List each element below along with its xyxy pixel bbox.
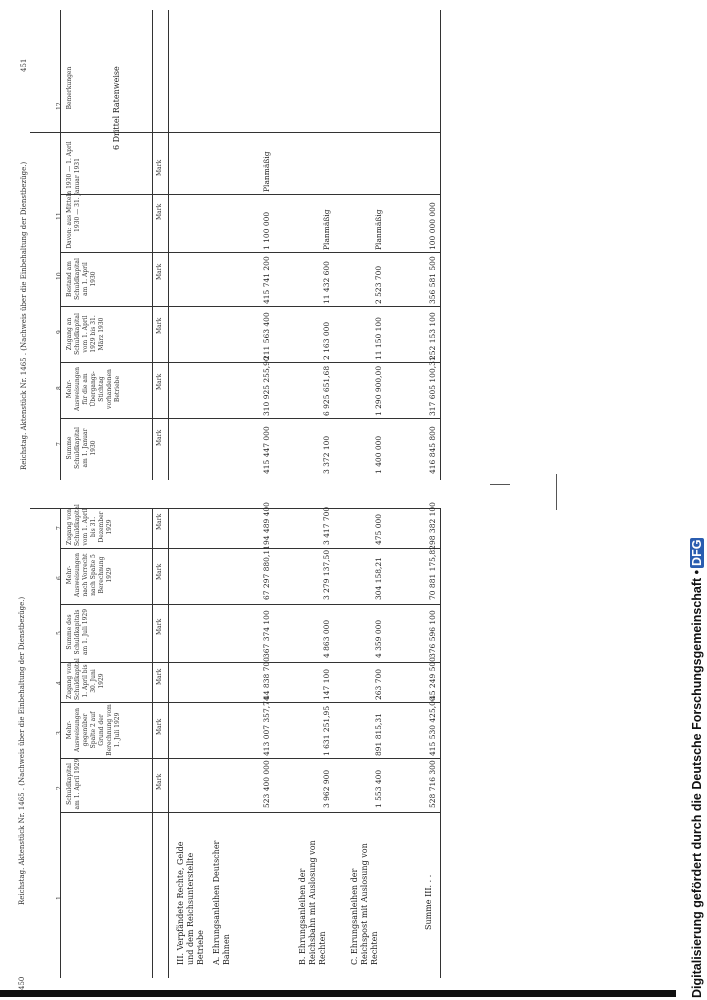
table-cell: 3 417 700 xyxy=(322,506,331,545)
right-col-header: Zugang an Schuldkapital vom 1. April 1929 bis 31. März 1930 xyxy=(66,313,105,355)
left-unit: Mark xyxy=(156,513,163,530)
right-col-sep-1 xyxy=(60,194,440,195)
right-table-body-rule xyxy=(168,10,169,480)
left-col-sep-6 xyxy=(60,812,440,813)
left-page-title: Reichstag. Aktenstück Nr. 1465 . (Nachweis über die Einbehaltung der Dienstbezüge.) xyxy=(18,596,26,905)
table-cell: 1 631 251,95 xyxy=(322,705,331,756)
left-table-units-rule xyxy=(152,508,153,978)
right-unit: Mark xyxy=(156,203,163,220)
left-page-number: 450 xyxy=(18,976,26,990)
left-col-header: Zugang von Schuldkapital vom 1. April bis 31. Dezember 1929 xyxy=(66,504,113,546)
right-unit: Mark xyxy=(156,317,163,334)
scan-edge xyxy=(0,990,676,997)
right-page-number: 451 xyxy=(20,58,28,72)
table-cell: 11 432 600 xyxy=(322,261,331,304)
dfg-watermark xyxy=(690,538,704,998)
page-split-mark xyxy=(556,474,557,510)
table-cell: 415 447 000 xyxy=(262,426,271,474)
left-col-header: Schuldkapital am 1. April 1929 xyxy=(66,758,81,810)
table-cell: Planmäßig xyxy=(374,209,383,250)
table-cell: 263 700 xyxy=(374,668,383,700)
left-unit: Mark xyxy=(156,773,163,790)
right-col-header: Davon: aus Mitteln 1930 — 1. April 1930 — 31. Januar 1931 xyxy=(66,141,81,249)
row-label: B. Ehrungsanleihen der Reichsbahn mit Auslosung von Rechten xyxy=(298,840,327,965)
table-cell: Planmäßig xyxy=(322,209,331,250)
table-cell: 415 741 200 xyxy=(262,256,271,304)
right-unit: Mark xyxy=(156,429,163,446)
right-col-header: Bestand am Schuldkapital am 1. April 1930 xyxy=(66,258,97,300)
right-page-title: Reichstag. Aktenstück Nr. 1465 . (Nachweis über die Einbehaltung der Dienstbezüge.) xyxy=(20,161,28,470)
right-unit: Mark xyxy=(156,159,163,176)
right-col-number: 10 xyxy=(56,272,63,280)
table-cell: 356 581 500 xyxy=(428,256,437,304)
table-cell: 523 400 000 xyxy=(262,760,271,808)
left-col-header: Zugang von Schuldkapital 1. April bis 30. Juni 1929 xyxy=(66,658,105,700)
right-table-bottom-rule xyxy=(440,10,441,480)
table-cell: 413 007 357,74 xyxy=(262,696,271,756)
left-unit: Mark xyxy=(156,718,163,735)
table-cell: 1 100 000 xyxy=(262,211,271,250)
table-cell: 4 863 000 xyxy=(322,619,331,658)
right-col-sep-2 xyxy=(60,252,440,253)
table-cell: 211 563 400 xyxy=(262,312,271,360)
table-cell: 317 605 100,31 xyxy=(428,356,437,416)
left-col-number: 6 xyxy=(56,576,63,580)
left-col-sep-5 xyxy=(60,758,440,759)
table-cell: 44 838 700 xyxy=(262,657,271,700)
table-cell: 100 000 000 xyxy=(428,202,437,250)
table-cell: 416 845 800 xyxy=(428,426,437,474)
left-col-header: Mehr-Ausweisungen nach Vorrecht nach Spalte 5 Berechnung 1929 xyxy=(66,553,113,597)
right-col-header: Summe Schuldkapital am 1. Januar 1930 xyxy=(66,427,97,469)
right-unit: Mark xyxy=(156,373,163,390)
right-col-number: 8 xyxy=(56,386,63,390)
table-cell: 70 881 175,82 xyxy=(428,545,437,600)
left-col-header: Summe des Schuldkapitals am 1. Juli 1929 xyxy=(66,608,89,656)
left-col-number: 7 xyxy=(56,526,63,530)
table-cell: 304 158,21 xyxy=(374,557,383,600)
watermark-text: Digitalisierung gefördert durch die Deutsche Forschungsgemeinschaft • xyxy=(690,569,704,998)
table-cell: Planmäßig xyxy=(262,151,271,192)
table-cell: 98 382 100 xyxy=(428,502,437,545)
table-cell: 6 925 651,68 xyxy=(322,365,331,416)
table-cell: 147 100 xyxy=(322,668,331,700)
table-cell: 1 400 000 xyxy=(374,435,383,474)
table-cell: 3 372 100 xyxy=(322,435,331,474)
table-cell: 376 596 100 xyxy=(428,610,437,658)
left-col-number: 2 xyxy=(56,786,63,790)
left-col-number: 3 xyxy=(56,731,63,735)
right-col-sep-5 xyxy=(60,418,440,419)
table-cell: 94 489 400 xyxy=(262,502,271,545)
right-col-header: Mehr-Ausweisungen für die am Übergangs-Stichtag vorhandenen Betriebe xyxy=(66,367,121,411)
row-label: C. Ehrungsanleihen der Reichspost mit Auslosung von Rechten xyxy=(350,843,379,965)
right-col-number: 11 xyxy=(56,212,63,220)
table-cell: 252 153 100 xyxy=(428,312,437,360)
left-col-number: 5 xyxy=(56,631,63,635)
table-cell: 11 150 100 xyxy=(374,317,383,360)
table-cell: 3 962 900 xyxy=(322,769,331,808)
table-cell: 2 523 700 xyxy=(374,265,383,304)
right-col-number: 9 xyxy=(56,330,63,334)
table-cell: 475 000 xyxy=(374,513,383,545)
right-table-units-rule xyxy=(152,10,153,480)
row-label: Summe III. . . xyxy=(424,874,433,930)
left-col-sep-3 xyxy=(60,662,440,663)
left-col-number: 1 xyxy=(56,896,63,900)
left-unit: Mark xyxy=(156,618,163,635)
table-cell: 3 279 137,50 xyxy=(322,549,331,600)
right-col-sep-3 xyxy=(60,306,440,307)
table-cell: 891 815,31 xyxy=(374,713,383,756)
right-col-number: 12 xyxy=(56,102,63,110)
table-cell: 367 374 100 xyxy=(262,610,271,658)
table-cell: 67 297 880,11 xyxy=(262,545,271,600)
table-cell: 4 359 000 xyxy=(374,619,383,658)
table-cell: 2 163 000 xyxy=(322,321,331,360)
page-split-mark xyxy=(490,484,510,485)
table-cell: 528 716 300 xyxy=(428,760,437,808)
left-col-sep-1 xyxy=(60,548,440,549)
table-cell: 45 249 500 xyxy=(428,657,437,700)
right-unit: Mark xyxy=(156,263,163,280)
section-title: III. Verpfändete Rechte, Gelde und dem Reichsunterstellte Betriebe xyxy=(176,841,205,965)
right-col-header: Bemerkungen xyxy=(66,66,73,110)
left-col-sep-2 xyxy=(60,604,440,605)
table-cell: 1 290 900,00 xyxy=(374,365,383,416)
right-table-top-border xyxy=(30,132,440,133)
table-cell: 310 925 255,90 xyxy=(262,356,271,416)
left-col-header: Mehr-Ausweisungen gegenüber Spalte 2 auf Grund der Berechnung vom 1. Juli 1929 xyxy=(66,704,121,756)
row-label: A. Ehrungsanleihen Deutscher Bahnen xyxy=(212,840,231,965)
right-table-header-rule xyxy=(60,10,61,480)
remarks-footnote: 6 Drittel Ratenweise xyxy=(112,66,121,150)
dfg-logo-icon: DFG xyxy=(690,539,704,566)
left-col-number: 4 xyxy=(56,681,63,685)
left-table-bottom-rule xyxy=(440,508,441,978)
left-unit: Mark xyxy=(156,668,163,685)
right-col-number: 7 xyxy=(56,442,63,446)
left-table-body-rule xyxy=(168,508,169,978)
left-col-sep-4 xyxy=(60,702,440,703)
left-unit: Mark xyxy=(156,563,163,580)
table-cell: 415 530 425,00 xyxy=(428,696,437,756)
table-cell: 1 553 400 xyxy=(374,769,383,808)
